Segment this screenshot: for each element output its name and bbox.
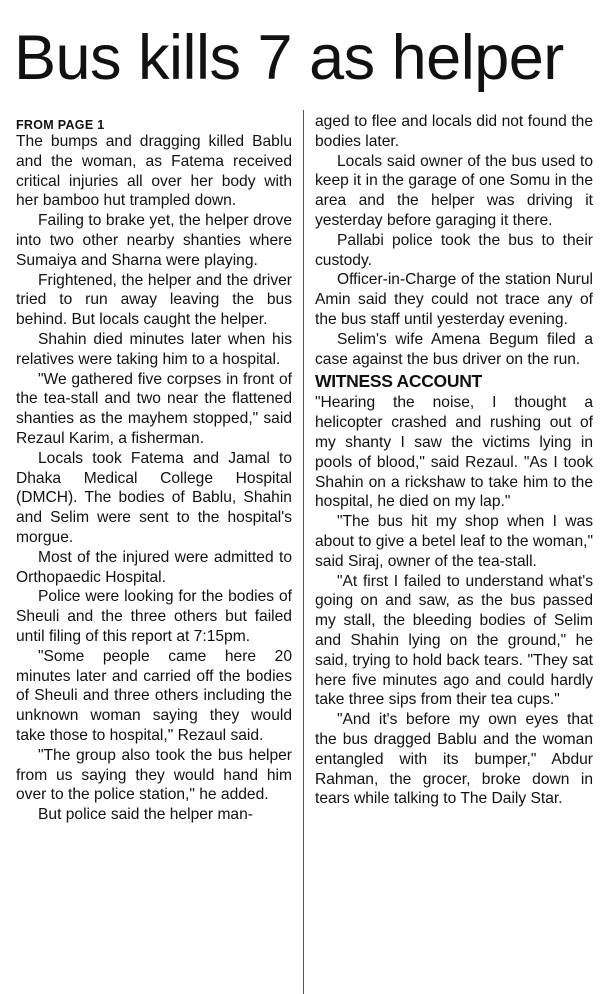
paragraph: Locals took Fatema and Jamal to Dhaka Medical College Hospital (DMCH). The bodies of Bablu, Shahin and Selim were sent to the hospital's morgue. <box>16 449 292 546</box>
paragraph: aged to flee and locals did not found the bodies later. <box>315 113 593 150</box>
column-divider <box>303 110 304 994</box>
kicker: FROM PAGE 1 <box>16 118 105 132</box>
paragraph: Officer-in-Charge of the station Nurul Amin said they could not trace any of the bus staff until yesterday evening. <box>315 271 593 328</box>
paragraph: The bumps and dragging killed Bablu and the woman, as Fatema received critical injuries all over her body with her bamboo hut trampled down. <box>16 133 292 210</box>
paragraph: "Some people came here 20 minutes later and carried off the bodies of Sheuli and three others including the unknown woman saying they would take those to hospital," Rezaul said. <box>16 647 292 744</box>
paragraph: Frightened, the helper and the driver tried to run away leaving the bus behind. But locals caught the helper. <box>16 271 292 329</box>
right-column <box>315 112 593 809</box>
paragraph: "The group also took the bus helper from us saying they would hand him over to the police station," he added. <box>16 746 292 804</box>
paragraph: "At first I failed to understand what's going on and saw, as the bus passed my stall, the bleeding bodies of Selim and Shahin lying on the ground," he said, trying to hold back tears. "They sat here five minutes ago and could hardly take three sips from their tea cups." <box>315 572 593 709</box>
subheading: WITNESS ACCOUNT <box>315 371 482 392</box>
paragraph: Failing to brake yet, the helper drove into two other nearby shanties where Sumaiya and Sharna were playing. <box>16 212 292 269</box>
paragraph: "Hearing the noise, I thought a helicopter crashed and rushing out of my shanty I saw the victims lying in pools of blood," said Rezaul. "As I took Shahin on a rickshaw to take him to the hospital, he died on my lap." <box>315 394 593 511</box>
headline: Bus kills 7 as helper <box>14 23 564 93</box>
paragraph: Police were looking for the bodies of Sheuli and the three others but failed until filing of this report at 7:15pm. <box>16 588 292 645</box>
paragraph: But police said the helper man- <box>38 806 253 824</box>
paragraph: Selim's wife Amena Begum filed a case against the bus driver on the run. <box>315 330 593 368</box>
left-column <box>16 112 292 825</box>
paragraph: Most of the injured were admitted to Orthopaedic Hospital. <box>16 548 292 586</box>
paragraph: "We gathered five corpses in front of the tea-stall and two near the flattened shanties as the mayhem stopped," said Rezaul Karim, a fisherman. <box>16 370 292 447</box>
paragraph: "The bus hit my shop when I was about to give a betel leaf to the woman," said Siraj, owner of the tea-stall. <box>315 513 593 570</box>
paragraph: "And it's before my own eyes that the bus dragged Bablu and the woman entangled with its bumper," Abdur Rahman, the grocer, broke down in tears while talking to The Daily Star. <box>315 711 593 808</box>
paragraph: Locals said owner of the bus used to keep it in the garage of one Somu in the area and the helper was driving it yesterday before garaging it there. <box>315 152 593 229</box>
paragraph: Shahin died minutes later when his relatives were taking him to a hospital. <box>16 330 292 368</box>
paragraph: Pallabi police took the bus to their custody. <box>315 231 593 269</box>
